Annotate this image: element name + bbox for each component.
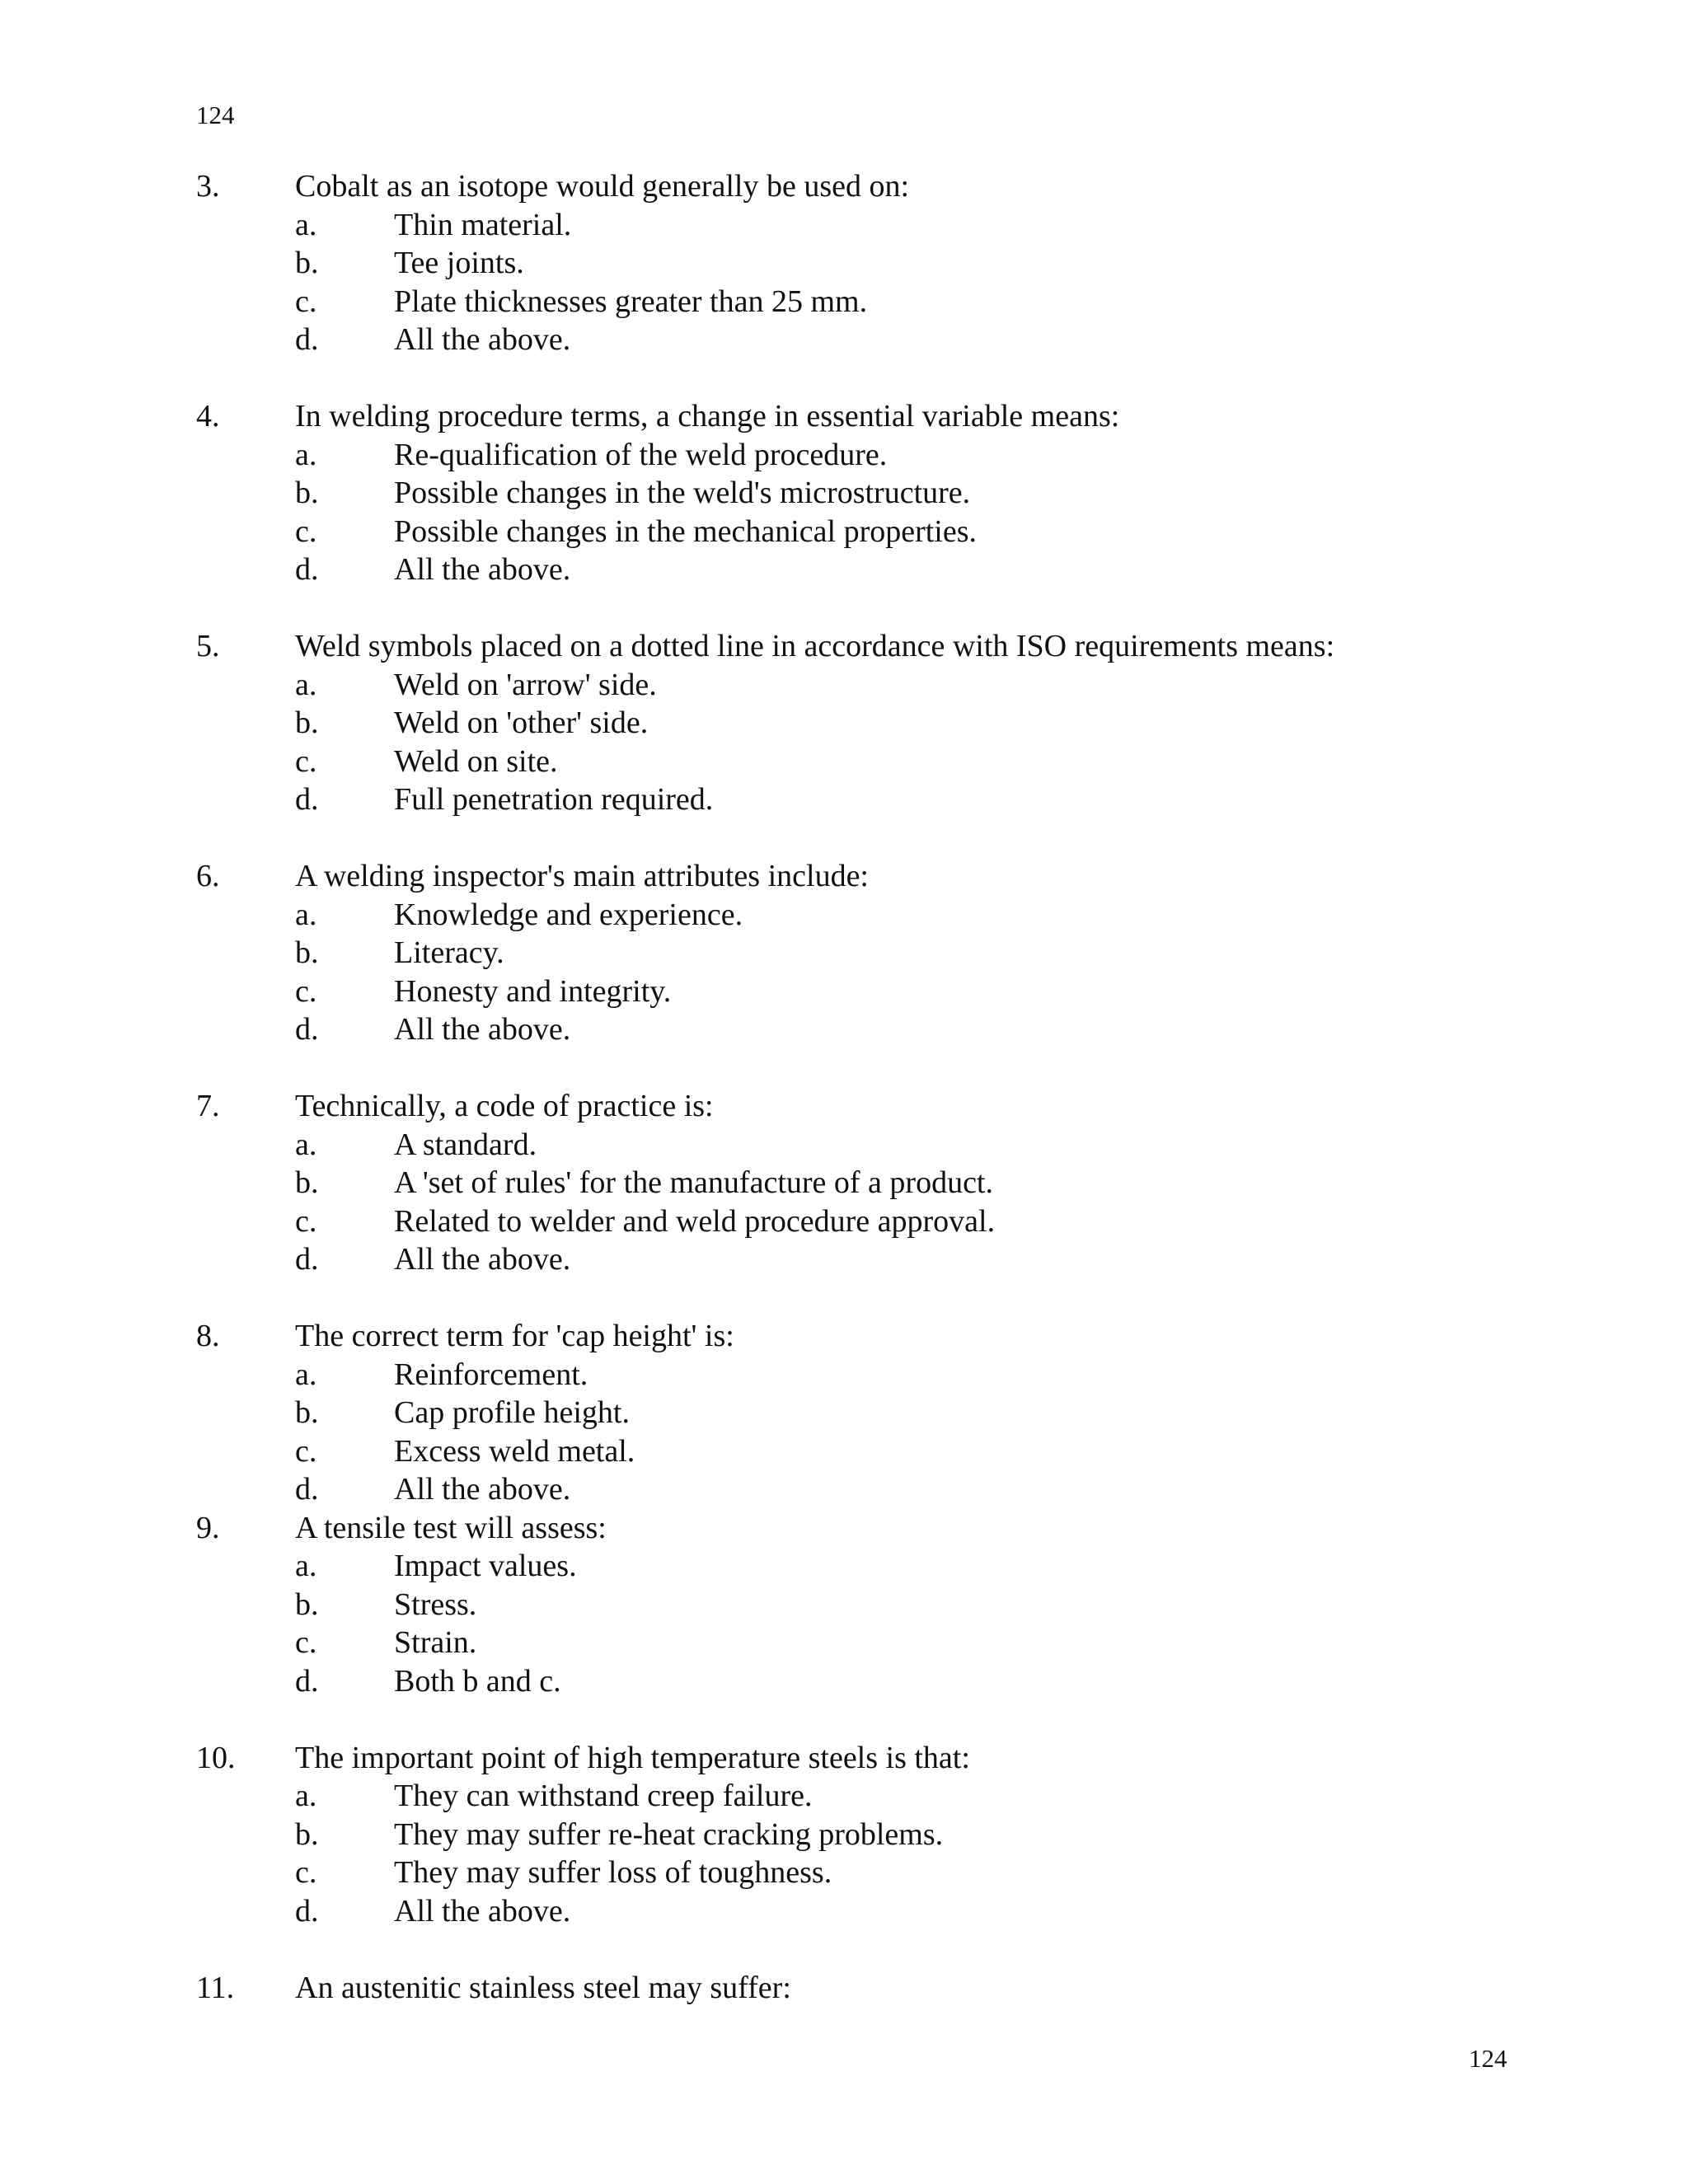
option-text: Strain. [394,1625,477,1660]
option-text: Thin material. [394,207,572,242]
option-letter: c. [295,743,317,779]
option-text: Both b and c. [394,1663,561,1699]
question-8 [196,1317,1482,1509]
option-text: Excess weld metal. [394,1433,635,1469]
question-list [196,167,1482,2007]
option-letter: a. [295,1549,317,1583]
option-letter: b. [295,1165,319,1200]
option-row [196,1777,1482,1816]
option-letter: c. [295,1625,317,1660]
option-text: Honesty and integrity. [394,973,672,1009]
option-letter: a. [295,1357,317,1392]
option-text: A 'set of rules' for the manufacture of a product. [394,1165,993,1200]
option-row [196,1854,1482,1892]
option-text: Full penetration required. [394,782,714,817]
option-letter: a. [295,207,317,242]
option-letter: a. [295,1779,317,1813]
option-letter: a. [295,667,317,702]
option-row [196,704,1482,743]
option-row [196,1240,1482,1279]
option-letter: b. [295,1586,319,1622]
option-text: Re-qualification of the weld procedure. [394,437,888,472]
option-letter: d. [295,322,319,357]
question-6 [196,857,1482,1049]
question-number: 5. [196,629,220,663]
option-letter: b. [295,1395,319,1430]
option-letter: d. [295,1242,319,1277]
option-text: All the above. [394,552,571,587]
option-letter: b. [295,935,319,970]
option-row [196,896,1482,935]
option-text: All the above. [394,1472,571,1507]
question-4 [196,397,1482,589]
question-number: 6. [196,859,220,893]
question-9 [196,1509,1482,1701]
option-letter: c. [295,1203,317,1239]
question-text: In welding procedure terms, a change in essential variable means: [295,399,1120,434]
question-number: 7. [196,1089,220,1123]
option-letter: c. [295,973,317,1009]
option-letter: c. [295,284,317,319]
question-text: Cobalt as an isotope would generally be used on: [295,169,910,204]
question-line [196,1739,1482,1778]
option-letter: b. [295,476,319,510]
question-3 [196,167,1482,359]
option-row [196,666,1482,705]
question-line [196,1509,1482,1548]
question-line [196,1969,1482,2008]
question-text: Technically, a code of practice is: [295,1089,714,1123]
option-row [196,1126,1482,1165]
question-text: The correct term for 'cap height' is: [295,1319,734,1353]
question-number: 4. [196,399,220,434]
option-text: All the above. [394,1893,571,1929]
question-text: The important point of high temperature steels is that: [295,1740,970,1775]
question-text: A welding inspector's main attributes include: [295,859,869,893]
option-letter: a. [295,897,317,932]
option-text: Weld on 'arrow' side. [394,667,657,702]
question-line [196,1087,1482,1126]
option-row [196,1432,1482,1471]
question-line [196,167,1482,206]
option-row [196,1547,1482,1586]
question-text: Weld symbols placed on a dotted line in accordance with ISO requirements means: [295,629,1335,663]
option-letter: b. [295,1816,319,1852]
option-row [196,1202,1482,1241]
option-text: Related to welder and weld procedure approval. [394,1203,996,1239]
question-number: 3. [196,169,220,204]
option-text: Possible changes in the mechanical properties. [394,513,978,549]
question-number: 9. [196,1510,220,1545]
question-number: 11. [196,1970,235,2005]
option-text: Possible changes in the weld's microstructure. [394,476,971,510]
option-row [196,743,1482,781]
option-row [196,1356,1482,1394]
question-line [196,857,1482,896]
option-letter: b. [295,246,319,280]
option-text: Tee joints. [394,246,524,280]
question-line [196,1317,1482,1356]
option-letter: a. [295,1127,317,1162]
question-7 [196,1087,1482,1279]
option-letter: d. [295,782,319,817]
question-number: 8. [196,1319,220,1353]
option-letter: c. [295,513,317,549]
option-text: A standard. [394,1127,537,1162]
question-5 [196,627,1482,819]
question-line [196,397,1482,436]
option-text: Stress. [394,1586,477,1622]
option-row [196,1624,1482,1662]
question-11 [196,1969,1482,2008]
option-letter: d. [295,1663,319,1699]
option-text: Reinforcement. [394,1357,588,1392]
option-row [196,780,1482,819]
option-row [196,1892,1482,1931]
option-letter: d. [295,552,319,587]
option-row [196,1662,1482,1701]
option-row [196,1816,1482,1854]
option-text: Plate thicknesses greater than 25 mm. [394,284,868,319]
option-letter: c. [295,1855,317,1890]
option-text: They may suffer loss of toughness. [394,1855,832,1890]
question-10 [196,1739,1482,1931]
option-text: Cap profile height. [394,1395,630,1430]
option-text: All the above. [394,1242,571,1277]
option-text: They may suffer re-heat cracking problems. [394,1816,944,1852]
option-row [196,283,1482,321]
option-letter: a. [295,437,317,472]
option-row [196,972,1482,1011]
option-text: Knowledge and experience. [394,897,743,932]
option-row [196,474,1482,513]
option-letter: c. [295,1433,317,1469]
option-letter: d. [295,1893,319,1929]
option-letter: d. [295,1472,319,1507]
question-line [196,627,1482,666]
option-row [196,244,1482,283]
option-row [196,321,1482,359]
option-letter: d. [295,1012,319,1047]
option-row [196,934,1482,972]
option-text: All the above. [394,1012,571,1047]
option-text: Literacy. [394,935,504,970]
option-text: They can withstand creep failure. [394,1779,813,1813]
option-text: Impact values. [394,1549,577,1583]
question-number: 10. [196,1740,236,1775]
option-row [196,513,1482,551]
option-row [196,436,1482,475]
option-text: Weld on 'other' side. [394,705,649,740]
page-number-top: 124 [196,101,235,129]
option-row [196,1470,1482,1509]
option-letter: b. [295,705,319,740]
option-row [196,1164,1482,1202]
option-row [196,551,1482,589]
option-row [196,1586,1482,1624]
option-row [196,1010,1482,1049]
option-row [196,1394,1482,1432]
question-text: A tensile test will assess: [295,1510,607,1545]
option-text: All the above. [394,322,571,357]
option-row [196,206,1482,245]
page-number-bottom: 124 [1469,2044,1507,2073]
question-text: An austenitic stainless steel may suffer: [295,1970,791,2005]
option-text: Weld on site. [394,743,558,779]
